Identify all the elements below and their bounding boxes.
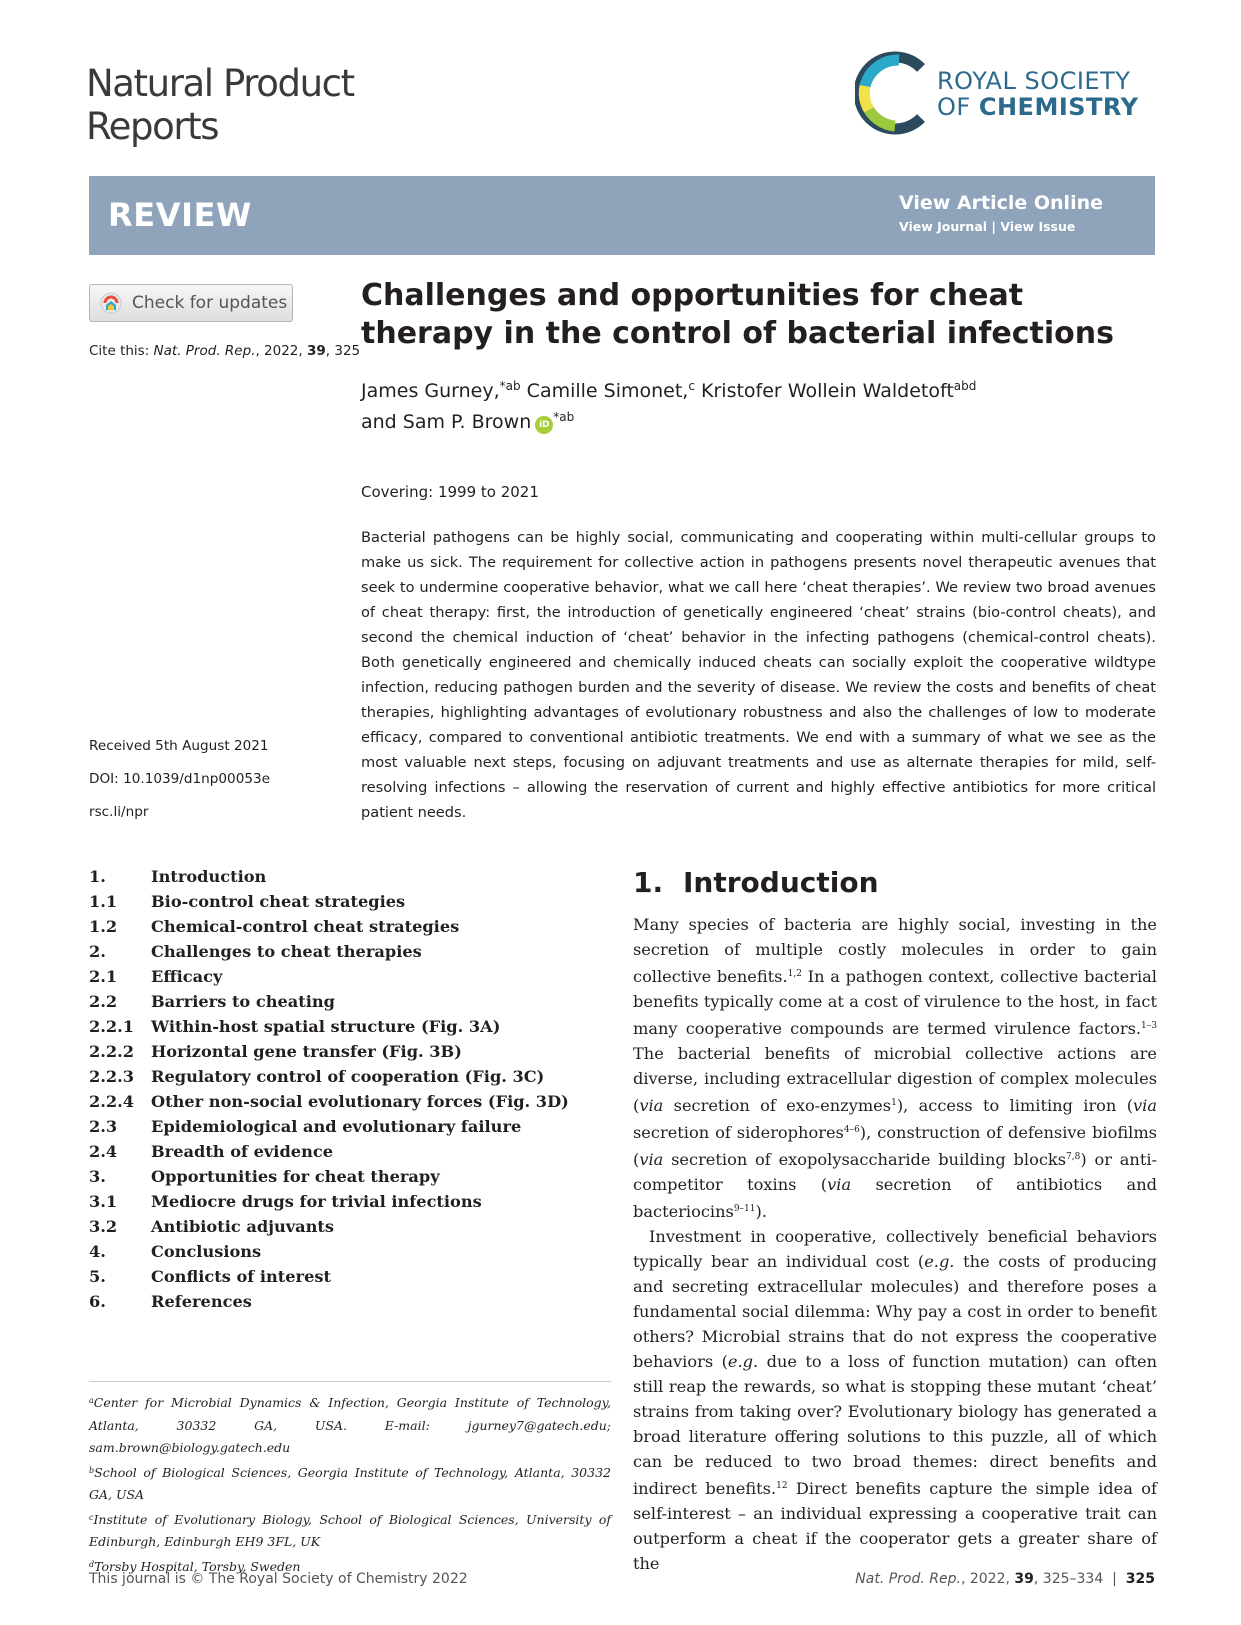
cite-prefix: Cite this: xyxy=(89,343,150,359)
text: secretion of exopolysaccharide building blocks xyxy=(663,1150,1067,1169)
author-name[interactable]: Kristofer Wollein Waldetoft xyxy=(701,380,954,402)
introduction-body xyxy=(633,912,1157,1576)
toc-item[interactable] xyxy=(89,1114,609,1139)
view-issue-link[interactable]: View Issue xyxy=(1000,219,1076,234)
cite-this xyxy=(89,343,360,359)
citation[interactable]: 1,2 xyxy=(787,969,802,979)
toc-label: Opportunities for cheat therapy xyxy=(151,1167,440,1186)
introduction-heading xyxy=(633,866,879,899)
citation[interactable]: 7,8 xyxy=(1066,1152,1081,1162)
toc-number: 3.2 xyxy=(89,1217,118,1236)
toc-number: 2.1 xyxy=(89,967,118,986)
page-number: 325 xyxy=(1125,1571,1155,1587)
text: ) or anti-competitor toxins ( xyxy=(633,1150,1157,1194)
toc-label: Bio-control cheat strategies xyxy=(151,892,406,911)
view-journal-link[interactable]: View Journal xyxy=(899,219,988,234)
check-updates-label: Check for updates xyxy=(132,293,288,313)
author-name[interactable]: Camille Simonet, xyxy=(526,380,689,402)
text: due to a loss of function mutation) can often still reap the rewards, so what is stopping these mutant ‘cheat’ strains from taking over? Evolutionary biology has generated a broad literature offering solutions to this puzzle, all of which can be reduced to two broad themes: direct benefits and indirect benefits. xyxy=(633,1352,1158,1498)
rsc-c-logo-icon xyxy=(855,50,931,136)
toc-number: 3.1 xyxy=(89,1192,118,1211)
text: Many species of bacteria are highly social, investing in the secretion of multiple costly molecules in order to gain collective benefits. xyxy=(633,915,1157,986)
toc-item[interactable] xyxy=(89,1064,609,1089)
rsc-logo xyxy=(855,50,1145,136)
toc-item[interactable] xyxy=(89,1039,609,1064)
toc-item[interactable] xyxy=(89,1089,609,1114)
intro-paragraph-2 xyxy=(633,1224,1157,1576)
affiliation-marker: a xyxy=(89,1396,94,1405)
toc-number: 2.3 xyxy=(89,1117,118,1136)
author-affil: abd xyxy=(953,379,977,393)
affiliations xyxy=(89,1390,611,1578)
toc-number: 1. xyxy=(89,867,106,886)
toc-number: 5. xyxy=(89,1267,106,1286)
article-title: Challenges and opportunities for cheat therapy in the control of bacterial infections xyxy=(361,278,1114,351)
toc-number: 3. xyxy=(89,1167,106,1186)
text: secretion of antibiotics and bacteriocins xyxy=(633,1175,1157,1221)
toc-item[interactable] xyxy=(89,964,609,989)
toc-label: Conclusions xyxy=(151,1242,262,1261)
affiliation xyxy=(89,1507,611,1554)
text: secretion of exo-enzymes xyxy=(663,1096,892,1115)
section-number: 1. xyxy=(633,866,664,899)
section-title: Introduction xyxy=(683,866,879,899)
citation[interactable]: 4–6 xyxy=(843,1125,860,1135)
journal-short-link[interactable]: rsc.li/npr xyxy=(89,804,149,820)
toc-label: Horizontal gene transfer (Fig. 3B) xyxy=(151,1042,462,1061)
toc-item[interactable] xyxy=(89,1164,609,1189)
toc-item[interactable] xyxy=(89,939,609,964)
page-footer-citation xyxy=(855,1571,1155,1587)
toc-label: Epidemiological and evolutionary failure xyxy=(151,1117,522,1136)
author-affil: c xyxy=(688,379,695,393)
toc-label: Breadth of evidence xyxy=(151,1142,333,1161)
toc-label: Antibiotic adjuvants xyxy=(151,1217,335,1236)
intro-paragraph-1 xyxy=(633,912,1157,1224)
text-italic: via xyxy=(827,1175,852,1194)
cite-year: , 2022, xyxy=(255,343,307,359)
check-for-updates-button[interactable] xyxy=(89,284,293,322)
toc-label: Chemical-control cheat strategies xyxy=(151,917,460,936)
affiliation-text: Institute of Evolutionary Biology, School of Biological Sciences, University of Edinburgh, Edinburgh EH9 3FL, UK xyxy=(89,1511,611,1549)
citation[interactable]: 1 xyxy=(891,1098,897,1108)
toc-label: Other non-social evolutionary forces (Fig. 3D) xyxy=(151,1092,569,1111)
publisher-name-line2 xyxy=(937,94,1138,120)
received-date: Received 5th August 2021 xyxy=(89,738,269,754)
toc-label: Efficacy xyxy=(151,967,223,986)
toc-label: Mediocre drugs for trivial infections xyxy=(151,1192,482,1211)
toc-number: 6. xyxy=(89,1292,106,1311)
text: secretion of siderophores xyxy=(633,1123,844,1142)
toc-item[interactable] xyxy=(89,1239,609,1264)
text: ). xyxy=(755,1202,767,1221)
text-italic: e.g. xyxy=(727,1352,759,1371)
text-italic: via xyxy=(639,1096,664,1115)
author-name[interactable]: and Sam P. Brown xyxy=(361,411,532,433)
footer-journal: Nat. Prod. Rep. xyxy=(855,1571,961,1587)
affiliation-marker: b xyxy=(89,1465,95,1475)
toc-item[interactable] xyxy=(89,914,609,939)
toc-item[interactable] xyxy=(89,1214,609,1239)
toc-number: 2.2 xyxy=(89,992,118,1011)
toc-item[interactable] xyxy=(89,1014,609,1039)
toc-label: Challenges to cheat therapies xyxy=(151,942,422,961)
doi[interactable]: DOI: 10.1039/d1np00053e xyxy=(89,771,270,787)
table-of-contents xyxy=(89,864,609,1314)
author-affil: *ab xyxy=(499,379,521,393)
affiliation-text: Center for Microbial Dynamics & Infection, Georgia Institute of Technology, Atlanta, 30332 GA, USA. E-mail: jgurney7@gatech.edu; sam.brown@biology.gatech.edu xyxy=(89,1395,611,1455)
text: The bacterial benefits of microbial collective actions are diverse, including extracellular digestion of complex molecules ( xyxy=(633,1044,1157,1115)
text: ), access to limiting iron ( xyxy=(896,1096,1134,1115)
toc-label: Regulatory control of cooperation (Fig. 3C) xyxy=(151,1067,545,1086)
banner-links xyxy=(899,192,1103,234)
view-article-online-link[interactable]: View Article Online xyxy=(899,192,1103,214)
toc-item[interactable] xyxy=(89,1264,609,1289)
text: the costs of producing and secreting extracellular molecules) and therefore poses a fundamental social dilemma: Why pay a cost in order to benefit others? Microbial strains that do not express the cooperative behaviors ( xyxy=(633,1252,1157,1371)
journal-title-line1: Natural Product xyxy=(86,62,354,105)
publisher-chemistry: CHEMISTRY xyxy=(978,93,1139,121)
toc-label: Introduction xyxy=(151,867,267,886)
cite-page: , 325 xyxy=(325,343,361,359)
text-italic: e.g. xyxy=(924,1252,955,1271)
affiliation xyxy=(89,1390,611,1460)
toc-label: Conflicts of interest xyxy=(151,1267,331,1286)
toc-item[interactable] xyxy=(89,889,609,914)
affiliation-divider xyxy=(89,1381,611,1382)
toc-number: 1.2 xyxy=(89,917,118,936)
toc-number: 2.4 xyxy=(89,1142,118,1161)
link-separator: | xyxy=(991,219,996,234)
toc-number: 2.2.3 xyxy=(89,1067,135,1086)
review-banner xyxy=(89,176,1155,255)
orcid-icon[interactable]: iD xyxy=(535,416,553,434)
toc-item[interactable] xyxy=(89,1289,609,1314)
text-italic: via xyxy=(1133,1096,1158,1115)
copyright-notice: This journal is © The Royal Society of Chemistry 2022 xyxy=(89,1571,468,1587)
citation[interactable]: 1–3 xyxy=(1141,1021,1157,1031)
toc-item[interactable] xyxy=(89,1139,609,1164)
journal-title-line2: Reports xyxy=(86,105,219,148)
author-affil: *ab xyxy=(553,410,575,424)
toc-item[interactable] xyxy=(89,864,609,889)
text-italic: via xyxy=(639,1150,664,1169)
covering-period: Covering: 1999 to 2021 xyxy=(361,483,539,501)
toc-label: Within-host spatial structure (Fig. 3A) xyxy=(151,1017,501,1036)
text: ), construction of defensive biofilms ( xyxy=(633,1123,1157,1169)
footer-separator: | xyxy=(1112,1571,1117,1587)
toc-number: 1.1 xyxy=(89,892,118,911)
text: Investment in cooperative, collectively beneficial behaviors typically bear an individual cost ( xyxy=(633,1227,1157,1271)
text: Direct benefits capture the simple idea of self-interest – an individual expressing a cooperative trait can outperform a cheat if the cooperator gets a greater share of the xyxy=(633,1479,1157,1573)
author-name[interactable]: James Gurney, xyxy=(361,380,500,402)
affiliation-marker: c xyxy=(89,1512,94,1522)
text: In a pathogen context, collective bacterial benefits typically come at a cost of virulence to the host, in fact many cooperative compounds are termed virulence factors. xyxy=(633,967,1157,1038)
toc-number: 2.2.2 xyxy=(89,1042,135,1061)
check-updates-icon xyxy=(100,292,122,314)
toc-item[interactable] xyxy=(89,1189,609,1214)
toc-label: Barriers to cheating xyxy=(151,992,335,1011)
publisher-of: OF xyxy=(937,93,971,121)
cite-journal: Nat. Prod. Rep. xyxy=(153,343,256,359)
abstract: Bacterial pathogens can be highly social, communicating and cooperating within multi-cellular groups to make us sick. The requirement for collective action in pathogens presents novel therapeutic avenues that seek to undermine cooperative behavior, what we call here ‘cheat therapies’. We review two broad avenues of cheat therapy: first, the introduction of genetically engineered ‘cheat’ strains (bio-control cheats), and second the chemical induction of ‘cheat’ behavior in the infecting pathogens (chemical-control cheats). Both genetically engineered and chemically induced cheats can socially exploit the cooperative wildtype infection, reducing pathogen burden and the severity of disease. We review the costs and benefits of cheat therapies, highlighting advantages of evolutionary robustness and also the challenges of low to moderate efficacy, compared to conventional antibiotic treatments. We end with a summary of what we see as the most valuable next steps, focusing on adjuvant treatments and use as alternate therapies for mild, self-resolving infections – allowing the reservation of current and highly effective antibiotics for more critical patient needs. xyxy=(361,529,1156,821)
publisher-name-line1: ROYAL SOCIETY xyxy=(937,67,1131,95)
footer-volume: 39 xyxy=(1014,1571,1034,1587)
article-type-label: REVIEW xyxy=(108,196,252,234)
affiliation-marker: d xyxy=(89,1559,95,1569)
toc-item[interactable] xyxy=(89,989,609,1014)
author-list xyxy=(361,373,1151,435)
toc-number: 2.2.4 xyxy=(89,1092,135,1111)
citation[interactable]: 12 xyxy=(776,1481,788,1491)
citation[interactable]: 9–11 xyxy=(733,1204,756,1214)
affiliation xyxy=(89,1460,611,1507)
cite-volume: 39 xyxy=(306,343,326,359)
toc-number: 2.2.1 xyxy=(89,1017,135,1036)
toc-number: 4. xyxy=(89,1242,106,1261)
toc-number: 2. xyxy=(89,942,106,961)
affiliation-text: School of Biological Sciences, Georgia Institute of Technology, Atlanta, 30332 GA, USA xyxy=(89,1464,611,1502)
affiliation-text: Torsby Hospital, Torsby, Sweden xyxy=(94,1558,301,1574)
view-sub-links xyxy=(899,219,1103,234)
journal-title xyxy=(86,62,406,148)
footer-year: , 2022, xyxy=(960,1571,1015,1587)
footer-pages: , 325–334 xyxy=(1033,1571,1104,1587)
toc-label: References xyxy=(151,1292,252,1311)
